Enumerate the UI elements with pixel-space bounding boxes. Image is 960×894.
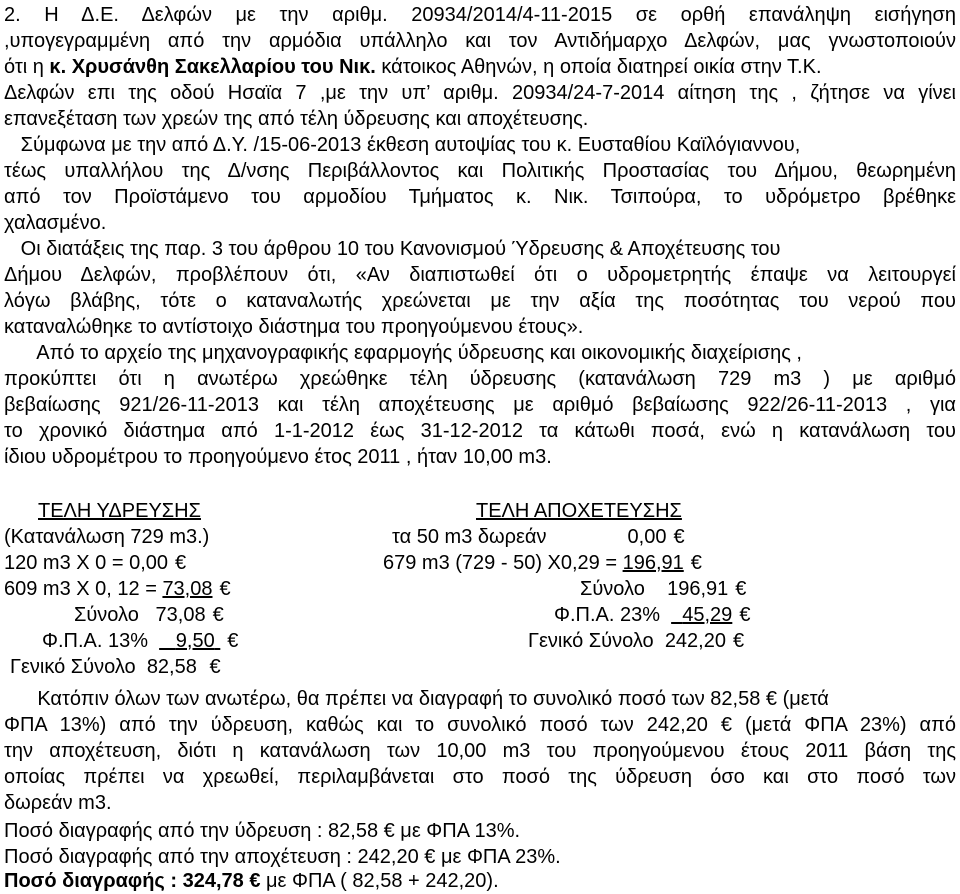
para2-line4: χαλασμένο. bbox=[4, 212, 107, 234]
euro-icon: € bbox=[175, 552, 187, 574]
euro-icon: € bbox=[227, 630, 239, 652]
para5-line4: οποίας πρέπει να χρεωθεί, περιλαμβάνεται στο ποσό της ύδρευση όσο και στο ποσό των bbox=[4, 766, 956, 788]
sewage-subtotal-value: 196,91 bbox=[667, 578, 729, 600]
para2-line2: τέως υπαλλήλου της Δ/νσης Περιβάλλοντος και Πολιτικής Προστασίας του Δήμου, θεωρημένη bbox=[4, 160, 956, 182]
summary-water: Ποσό διαγραφής από την ύδρευση : 82,58 € με ΦΠΑ 13%. bbox=[4, 820, 521, 842]
sewage-total-label: Γενικό Σύνολο bbox=[528, 630, 654, 652]
water-row1-label: 120 m3 X 0 = 0,00 bbox=[4, 552, 169, 574]
euro-icon: € bbox=[735, 578, 747, 600]
sewage-fees-heading: ΤΕΛΗ ΑΠΟΧΕΤΕΥΣΗΣ bbox=[476, 500, 682, 522]
water-subtotal bbox=[74, 602, 225, 628]
para1-line4: Δελφών επι της οδού Ησαϊα 7 ,με την υπ’ αριθμ. 20934/24-7-2014 αίτηση της , ζήτησε να γίνει bbox=[4, 82, 956, 104]
para1-line5: επανεξέταση των χρεών της από τέλη ύδρευσης και αποχέτευσης. bbox=[4, 108, 589, 130]
euro-icon: € bbox=[690, 552, 702, 574]
para4-line1: Από το αρχείο της μηχανογραφικής εφαρμογής ύδρευσης και οικονομικής διαχείρισης , bbox=[4, 342, 802, 364]
water-fees-heading: ΤΕΛΗ ΥΔΡΕΥΣΗΣ bbox=[38, 500, 201, 522]
para1-line3-post: κάτοικος Αθηνών, η οποία διατηρεί οικία στην Τ.Κ. bbox=[375, 56, 822, 78]
para4-line3: βεβαίωσης 921/26-11-2013 και τέλη αποχέτευσης με αριθμό βεβαίωσης 922/26-11-2013 , για bbox=[4, 394, 956, 416]
para3-line2: Δήμου Δελφών, προβλέπουν ότι, «Αν διαπιστωθεί ότι ο υδρομετρητής έπαψε να λειτουργεί bbox=[4, 264, 956, 286]
person-name: κ. Χρυσάνθη Σακελλαρίου του Νικ. bbox=[49, 56, 376, 78]
sewage-row1-label: 679 m3 (729 - 50) X0,29 = bbox=[383, 552, 623, 574]
water-row1 bbox=[4, 550, 188, 576]
water-vat-value-wrap bbox=[159, 630, 220, 652]
para5-line3: την αποχέτευση, διότι η κατανάλωση των 10,00 m3 του προηγούμενου έτους 2011 βάση της bbox=[4, 740, 956, 762]
summary-total-rest: με ΦΠΑ ( 82,58 + 242,20). bbox=[260, 870, 499, 892]
sewage-total bbox=[528, 628, 746, 654]
water-total-value: 82,58 bbox=[146, 656, 197, 678]
water-row2-value: 73,08 bbox=[162, 578, 213, 600]
para2-line3: από τον Προϊστάμενο του αρμοδίου Τμήματος κ. Νικ. Τσιπούρα, το υδρόμετρο βρέθηκε bbox=[4, 186, 956, 208]
para1-line3 bbox=[4, 54, 956, 80]
water-subtotal-label: Σύνολο bbox=[74, 604, 139, 626]
water-vat bbox=[42, 628, 240, 654]
sewage-free-label: τα 50 m3 δωρεάν bbox=[392, 526, 547, 548]
euro-icon: € bbox=[739, 604, 751, 626]
euro-icon: € bbox=[732, 630, 745, 652]
water-total bbox=[10, 654, 222, 680]
para1-line1: 2. Η Δ.Ε. Δελφών με την αριθμ. 20934/2014/4-11-2015 σε ορθή επανάληψη εισήγηση bbox=[4, 4, 956, 26]
sewage-row1 bbox=[383, 550, 703, 576]
sewage-total-value: 242,20 bbox=[664, 630, 726, 652]
sewage-vat-label: Φ.Π.Α. 23% bbox=[554, 604, 660, 626]
para4-line5: ίδιου υδρομέτρου το προηγούμενο έτος 2011 , ήταν 10,00 m3. bbox=[4, 446, 552, 468]
euro-icon: € bbox=[673, 526, 685, 548]
para3-line3: λόγω βλάβης, τότε ο καταναλωτής χρεώνεται με την αξία της ποσότητας του νερού που bbox=[4, 290, 956, 312]
para5-line2: ΦΠΑ 13%) από την ύδρευση, καθώς και το συνολικό ποσό των 242,20 € (μετά ΦΠΑ 23%) από bbox=[4, 714, 956, 736]
para1-line3-pre: ότι η bbox=[4, 56, 50, 78]
sewage-vat-value: 45,29 bbox=[682, 604, 733, 626]
para1-line2: ,υπογεγραμμένη από την αρμόδια υπάλληλο και τον Αντιδήμαρχο Δελφών, μας γνωστοποιούν bbox=[4, 30, 956, 52]
water-row2 bbox=[4, 576, 232, 602]
sewage-free bbox=[392, 524, 686, 550]
para5-line5: δωρεάν m3. bbox=[4, 792, 112, 814]
euro-icon: € bbox=[219, 578, 231, 600]
para3-line4: καταναλώθηκε το αντίστοιχο διάστημα του προηγούμενου έτους». bbox=[4, 316, 584, 338]
sewage-vat bbox=[554, 602, 752, 628]
summary-sewage: Ποσό διαγραφής από την αποχέτευση : 242,20 € με ΦΠΑ 23%. bbox=[4, 846, 561, 868]
sewage-subtotal bbox=[580, 576, 748, 602]
para5-line1: Κατόπιν όλων των ανωτέρω, θα πρέπει να διαγραφή το συνολικό ποσό των 82,58 € (μετά bbox=[4, 688, 829, 710]
euro-icon: € bbox=[209, 656, 221, 678]
para2-line1: Σύμφωνα με την από Δ.Υ. /15-06-2013 έκθεση αυτοψίας του κ. Ευσταθίου Καϊλόγιαννου, bbox=[4, 134, 801, 156]
summary-total-bold: Ποσό διαγραφής : 324,78 € bbox=[4, 870, 261, 892]
para3-line1: Οι διατάξεις της παρ. 3 του άρθρου 10 του Κανονισμού Ύδρευσης & Αποχέτευσης του bbox=[4, 238, 781, 260]
water-subtotal-value: 73,08 bbox=[155, 604, 206, 626]
sewage-free-value: 0,00 bbox=[627, 526, 667, 548]
sewage-row1-value: 196,91 bbox=[622, 552, 684, 574]
water-row2-label: 609 m3 X 0, 12 = bbox=[4, 578, 163, 600]
water-vat-value: 9,50 bbox=[175, 630, 215, 652]
sewage-subtotal-label: Σύνολο bbox=[580, 578, 645, 600]
water-total-label: Γενικό Σύνολο bbox=[10, 656, 136, 678]
sewage-vat-value-wrap bbox=[671, 604, 732, 626]
water-consumption: (Κατανάλωση 729 m3.) bbox=[4, 526, 210, 548]
water-vat-label: Φ.Π.Α. 13% bbox=[42, 630, 148, 652]
summary-total bbox=[4, 868, 956, 894]
para4-line2: προκύπτει ότι η ανωτέρω χρεώθηκε τέλη ύδρευσης (κατανάλωση 729 m3 ) με αριθμό bbox=[4, 368, 956, 390]
para4-line4: το χρονικό διάστημα από 1-1-2012 έως 31-12-2012 τα κάτωθι ποσά, ενώ η κατανάλωση του bbox=[4, 420, 956, 442]
euro-icon: € bbox=[212, 604, 224, 626]
